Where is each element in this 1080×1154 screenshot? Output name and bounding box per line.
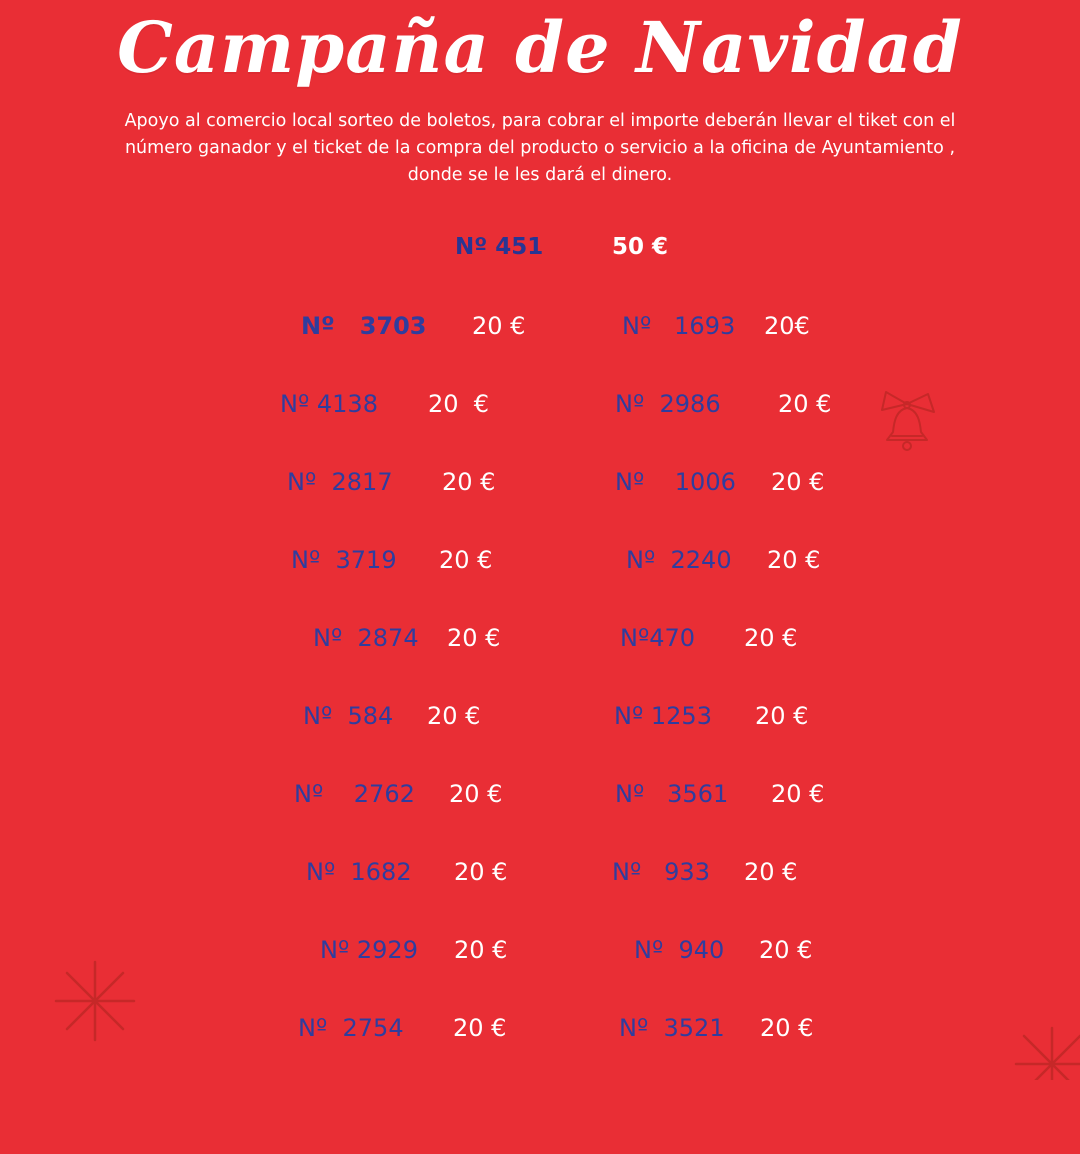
left-number: Nº 2929 — [320, 936, 418, 964]
left-number: Nº 2817 — [287, 468, 393, 496]
prize-row — [0, 702, 1080, 738]
left-number: Nº 3703 — [301, 312, 427, 340]
left-number: Nº 2762 — [294, 780, 415, 808]
left-amount: 20 € — [442, 468, 496, 496]
right-amount: 20€ — [764, 312, 810, 340]
right-number: Nº 1006 — [615, 468, 736, 496]
right-amount: 20 € — [771, 468, 825, 496]
right-number: Nº 2240 — [626, 546, 732, 574]
left-number: Nº 4138 — [280, 390, 378, 418]
right-number: Nº470 — [620, 624, 696, 652]
description: Apoyo al comercio local sorteo de boletos, para cobrar el importe deberán llevar el tiket con el número ganador y el ticket de la compra del producto o servicio a la oficina de Ayuntamiento , donde se le les dará el dinero. — [124, 111, 956, 185]
right-amount: 20 € — [778, 390, 832, 418]
starburst-icon — [52, 958, 138, 1044]
left-amount: 20 € — [447, 624, 501, 652]
prize-row — [0, 780, 1080, 816]
left-number: Nº 3719 — [291, 546, 397, 574]
left-number: Nº 584 — [303, 702, 394, 730]
right-number: Nº 3561 — [615, 780, 729, 808]
prize-row — [0, 1014, 1080, 1050]
right-number: Nº 933 — [612, 858, 710, 886]
right-amount: 20 € — [767, 546, 821, 574]
prize-row — [0, 858, 1080, 894]
right-number: Nº 3521 — [619, 1014, 725, 1042]
right-amount: 20 € — [744, 858, 798, 886]
left-amount: 20 € — [472, 312, 526, 340]
left-amount: 20 € — [428, 390, 490, 418]
left-amount: 20 € — [454, 858, 508, 886]
main-prize-number: Nº 451 — [455, 234, 544, 260]
left-amount: 20 € — [427, 702, 481, 730]
prize-row — [0, 624, 1080, 660]
right-number: Nº 2986 — [615, 390, 721, 418]
left-number: Nº 2874 — [313, 624, 419, 652]
right-amount: 20 € — [760, 1014, 814, 1042]
prize-row — [0, 468, 1080, 504]
right-amount: 20 € — [755, 702, 809, 730]
page-title: Campaña de Navidad — [117, 6, 963, 89]
left-amount: 20 € — [449, 780, 503, 808]
main-prize — [0, 234, 1080, 270]
right-number: Nº 1693 — [622, 312, 736, 340]
prize-row — [0, 546, 1080, 582]
prize-row — [0, 936, 1080, 972]
starburst-icon — [1012, 1024, 1080, 1080]
bell-icon — [872, 384, 942, 460]
left-amount: 20 € — [454, 936, 508, 964]
right-amount: 20 € — [771, 780, 825, 808]
prize-row — [0, 312, 1080, 348]
right-number: Nº 1253 — [614, 702, 712, 730]
main-prize-amount: 50 € — [612, 234, 669, 260]
left-number: Nº 2754 — [298, 1014, 404, 1042]
right-amount: 20 € — [744, 624, 798, 652]
right-number: Nº 940 — [634, 936, 725, 964]
left-amount: 20 € — [453, 1014, 507, 1042]
left-amount: 20 € — [439, 546, 493, 574]
right-amount: 20 € — [759, 936, 813, 964]
left-number: Nº 1682 — [306, 858, 412, 886]
